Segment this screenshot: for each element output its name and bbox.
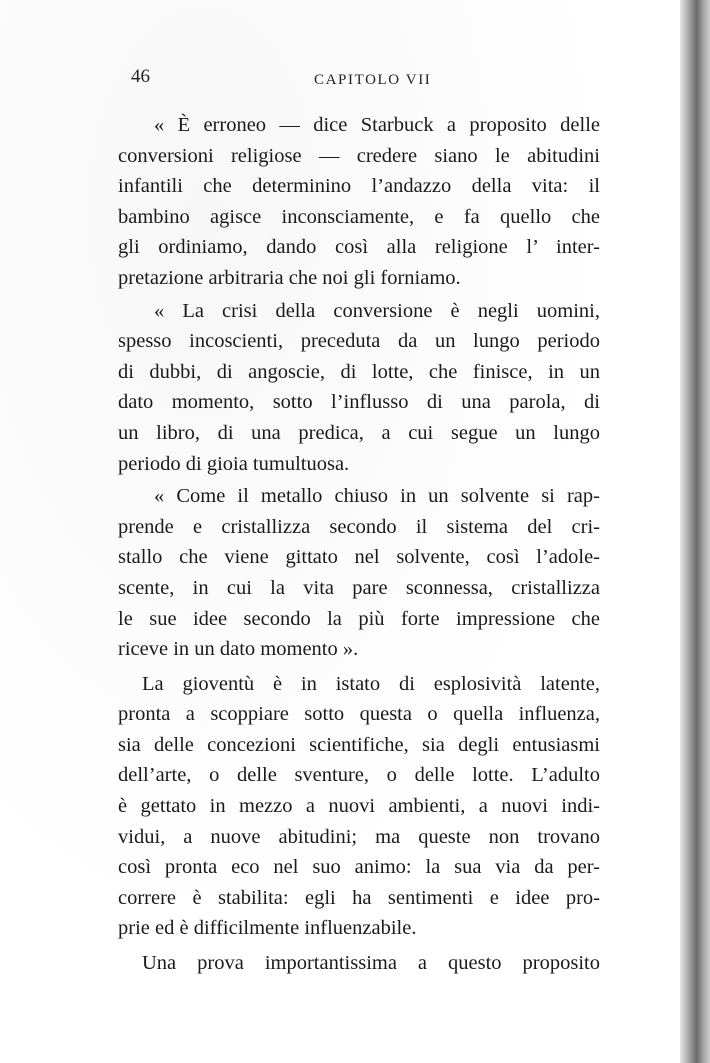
paragraph xyxy=(118,481,600,665)
text-line: pretazione arbitraria che noi gli forniamo. xyxy=(118,266,461,289)
text-line: le sue idee secondo la più forte impressione che xyxy=(118,607,600,630)
text-line: stallo che viene gittato nel solvente, così l’adole- xyxy=(118,546,600,569)
text-line: scente, in cui la vita pare sconnessa, cristallizza xyxy=(118,576,600,599)
paragraph xyxy=(118,948,600,979)
text-line: periodo di gioia tumultuosa. xyxy=(118,452,350,475)
text-line: « È erroneo — dice Starbuck a proposito delle xyxy=(154,114,600,136)
paragraph xyxy=(118,669,600,944)
page-binding-edge xyxy=(680,0,710,1063)
text-line: è gettato in mezzo a nuovi ambienti, a nuovi indi- xyxy=(118,795,600,818)
body-text xyxy=(118,110,600,979)
text-line: « Come il metallo chiuso in un solvente si rap- xyxy=(154,485,600,508)
paragraph xyxy=(118,296,600,480)
text-line: così pronta eco nel suo animo: la sua via da per- xyxy=(118,856,600,879)
text-line: di dubbi, di angoscie, di lotte, che finisce, in un xyxy=(118,360,600,383)
text-line: conversioni religiose — credere siano le abitudini xyxy=(118,144,600,167)
text-line: sia delle concezioni scientifiche, sia degli entusiasmi xyxy=(118,733,600,756)
text-line: « La crisi della conversione è negli uomini, xyxy=(154,299,600,322)
text-line: prie ed è difficilmente influenzabile. xyxy=(118,917,417,940)
text-line: un libro, di una predica, a cui segue un lungo xyxy=(118,421,600,444)
text-line: vidui, a nuove abitudini; ma queste non trovano xyxy=(118,825,600,848)
text-line: dato momento, sotto l’influsso di una parola, di xyxy=(118,391,600,414)
text-line: dell’arte, o delle sventure, o delle lotte. L’adulto xyxy=(118,764,600,787)
text-line: Una prova importantissima a questo proposito xyxy=(142,952,600,975)
text-line: pronta a scoppiare sotto questa o quella influenza, xyxy=(118,703,600,726)
text-line: correre è stabilita: egli ha sentimenti e idee pro- xyxy=(118,886,600,909)
text-line: prende e cristallizza secondo il sistema del cri- xyxy=(118,515,600,538)
text-line: riceve in un dato momento ». xyxy=(118,638,359,661)
text-line: La gioventù è in istato di esplosività latente, xyxy=(142,672,600,695)
running-head: CAPITOLO VII xyxy=(314,72,432,88)
text-line: gli ordiniamo, dando così alla religione l’ inter- xyxy=(118,236,600,259)
page-number: 46 xyxy=(131,66,150,87)
text-line: bambino agisce inconsciamente, e fa quello che xyxy=(118,205,600,228)
paragraph xyxy=(118,110,600,294)
text-line: infantili che determinino l’andazzo della vita: il xyxy=(118,175,600,198)
text-line: spesso incoscienti, preceduta da un lungo periodo xyxy=(118,330,600,353)
